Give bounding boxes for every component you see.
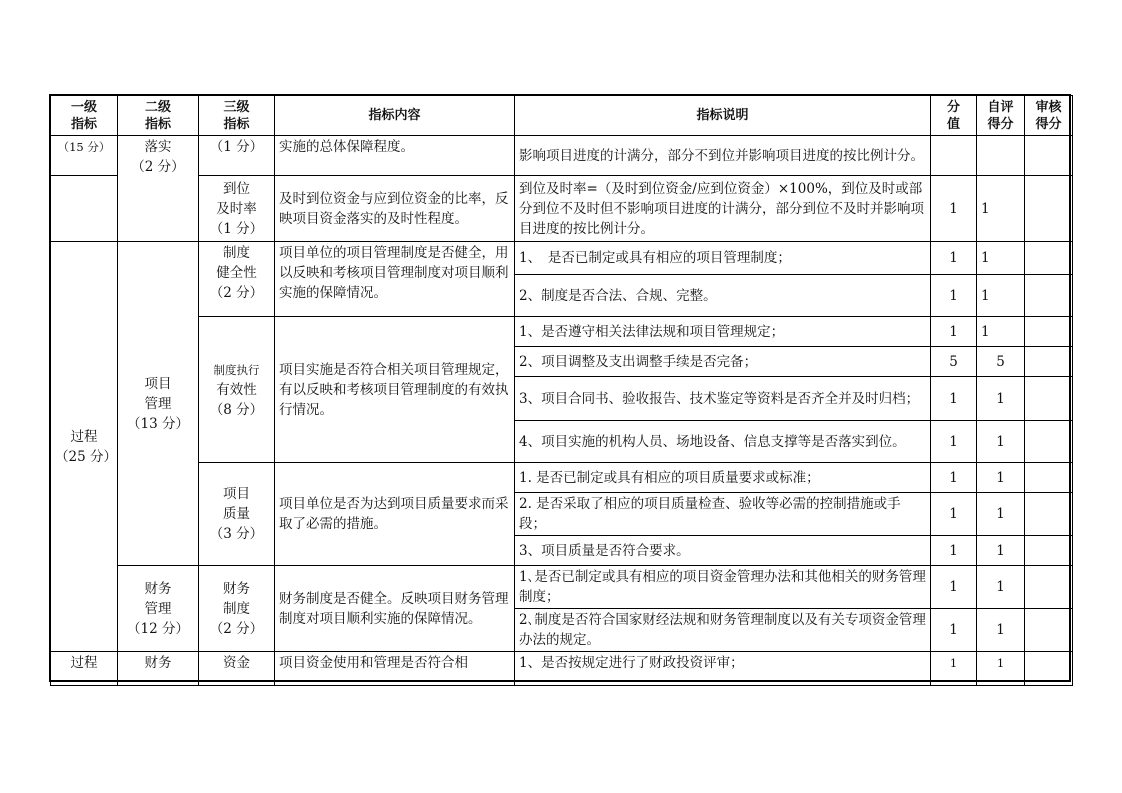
table-row (51, 566, 1073, 609)
header-level3: 三级 指标 (199, 96, 275, 136)
cell-description: 3、项目合同书、验收报告、技术鉴定等资料是否齐全并及时归档； (515, 377, 931, 421)
cell-description: 1、是否按规定进行了财政投资评审； (515, 652, 931, 686)
cell-description: 3、项目质量是否符合要求。 (515, 536, 931, 566)
header-level1: 一级 指标 (51, 96, 118, 136)
header-audit-score: 审核 得分 (1025, 96, 1073, 136)
cell-audit-score (1025, 421, 1073, 463)
cell-level3: 财务 制度 （2 分） (199, 566, 275, 652)
evaluation-table (50, 95, 1073, 686)
cell-score (931, 136, 977, 176)
cell-content: 项目单位是否为达到项目质量要求而采取了必需的措施。 (275, 463, 515, 566)
cell-level2: 落实 （2 分） (118, 136, 199, 242)
cell-score: 1 (931, 493, 977, 536)
header-level2: 二级 指标 (118, 96, 199, 136)
cell-content: 项目资金使用和管理是否符合相 (275, 652, 515, 686)
cell-score: 1 (931, 317, 977, 347)
cell-content: 财务制度是否健全。反映项目财务管理制度对项目顺利实施的保障情况。 (275, 566, 515, 652)
header-score: 分 值 (931, 96, 977, 136)
level1-process-text: 过程 （25 分） (55, 428, 117, 465)
cell-content: 项目单位的项目管理制度是否健全，用以反映和考核项目管理制度对项目顺利实施的保障情况。 (275, 242, 515, 317)
header-description: 指标说明 (515, 96, 931, 136)
cell-self-score: 1 (977, 377, 1025, 421)
cell-score: 1 (931, 609, 977, 652)
cell-audit-score (1025, 377, 1073, 421)
cell-audit-score (1025, 609, 1073, 652)
table-row (51, 463, 1073, 493)
cell-description: 2､制度是否符合国家财经法规和财务管理制度以及有关专项资金管理办法的规定。 (515, 609, 931, 652)
table-row (51, 136, 1073, 176)
cell-level3: （1 分） (199, 136, 275, 176)
cell-score: 5 (931, 347, 977, 377)
cell-score: 1 (931, 377, 977, 421)
cell-self-score: 1 (977, 242, 1025, 275)
cell-description: 4、项目实施的机构人员、场地设备、信息支撑等是否落实到位。 (515, 421, 931, 463)
header-self-score: 自评 得分 (977, 96, 1025, 136)
cell-level2: 财务 (118, 652, 199, 686)
cell-level3: 项目 质量 （3 分） (199, 463, 275, 566)
cell-level2-project-mgmt: 项目 管理 （13 分） (118, 242, 199, 566)
cell-self-score: 1 (977, 566, 1025, 609)
cell-level3: 资金 (199, 652, 275, 686)
table-row (51, 176, 1073, 242)
cell-self-score: 1 (977, 536, 1025, 566)
cell-description: 1､是否已制定或具有相应的项目资金管理办法和其他相关的财务管理制度； (515, 566, 931, 609)
cell-audit-score (1025, 566, 1073, 609)
header-row (51, 96, 1073, 136)
cell-description: 影响项目进度的计满分，部分不到位并影响项目进度的按比例计分。 (515, 136, 931, 176)
cell-audit-score (1025, 652, 1073, 686)
cell-score: 1 (931, 421, 977, 463)
cell-description: 2、制度是否合法、合规、完整。 (515, 275, 931, 317)
cell-score: 1 (931, 463, 977, 493)
cell-score: 1 (931, 176, 977, 242)
cell-audit-score (1025, 347, 1073, 377)
table-row (51, 652, 1073, 686)
cell-self-score: 5 (977, 347, 1025, 377)
table-row (51, 242, 1073, 275)
cell-audit-score (1025, 317, 1073, 347)
cell-level3: 制度 健全性 （2 分） (199, 242, 275, 317)
header-content: 指标内容 (275, 96, 515, 136)
cell-content: 项目实施是否符合相关项目管理规定，有以反映和考核项目管理制度的有效执行情况。 (275, 317, 515, 463)
cell-description: 2. 是否采取了相应的项目质量检查、验收等必需的控制措施或手段； (515, 493, 931, 536)
cell-level3 (199, 317, 275, 463)
cell-level1: 过程 (51, 652, 118, 686)
cell-score: 1 (931, 275, 977, 317)
table-row (51, 317, 1073, 347)
cell-score: 1 (931, 536, 977, 566)
level3-exec-line1: 制度执行 (213, 362, 260, 377)
cell-score: 1 (931, 652, 977, 686)
level3-exec-line2: 有效性 （8 分） (209, 381, 264, 418)
cell-audit-score (1025, 136, 1073, 176)
cell-description: 2、项目调整及支出调整手续是否完备； (515, 347, 931, 377)
cell-level2-finance: 财务 管理 （12 分） (118, 566, 199, 652)
cell-content: 及时到位资金与应到位资金的比率，反映项目资金落实的及时性程度。 (275, 176, 515, 242)
cell-self-score: 1 (977, 176, 1025, 242)
cell-audit-score (1025, 176, 1073, 242)
cell-audit-score (1025, 536, 1073, 566)
cell-audit-score (1025, 493, 1073, 536)
cell-self-score: 1 (977, 317, 1025, 347)
cell-score: 1 (931, 242, 977, 275)
cell-description: 到位及时率=（及时到位资金/应到位资金）×100%，到位及时或部分到位不及时但不影响项目进度的计满分，部分到位不及时并影响项目进度的按比例计分。 (515, 176, 931, 242)
cell-score: 1 (931, 566, 977, 609)
cell-content: 实施的总体保障程度。 (275, 136, 515, 176)
cell-self-score: 1 (977, 463, 1025, 493)
cell-self-score: 1 (977, 275, 1025, 317)
cell-audit-score (1025, 463, 1073, 493)
cell-self-score: 1 (977, 609, 1025, 652)
cell-level1 (51, 176, 118, 242)
cell-description: 1. 是否已制定或具有相应的项目质量要求或标准； (515, 463, 931, 493)
cell-description: 1、是否遵守相关法律法规和项目管理规定； (515, 317, 931, 347)
cell-level1-process (51, 242, 118, 652)
cell-audit-score (1025, 242, 1073, 275)
cell-description: 1、 是否已制定或具有相应的项目管理制度； (515, 242, 931, 275)
cell-self-score: 1 (977, 493, 1025, 536)
cell-level3: 到位 及时率 （1 分） (199, 176, 275, 242)
cell-audit-score (1025, 275, 1073, 317)
cell-self-score: 1 (977, 652, 1025, 686)
cell-self-score (977, 136, 1025, 176)
cell-self-score: 1 (977, 421, 1025, 463)
cell-level1: （15 分） (51, 136, 118, 176)
